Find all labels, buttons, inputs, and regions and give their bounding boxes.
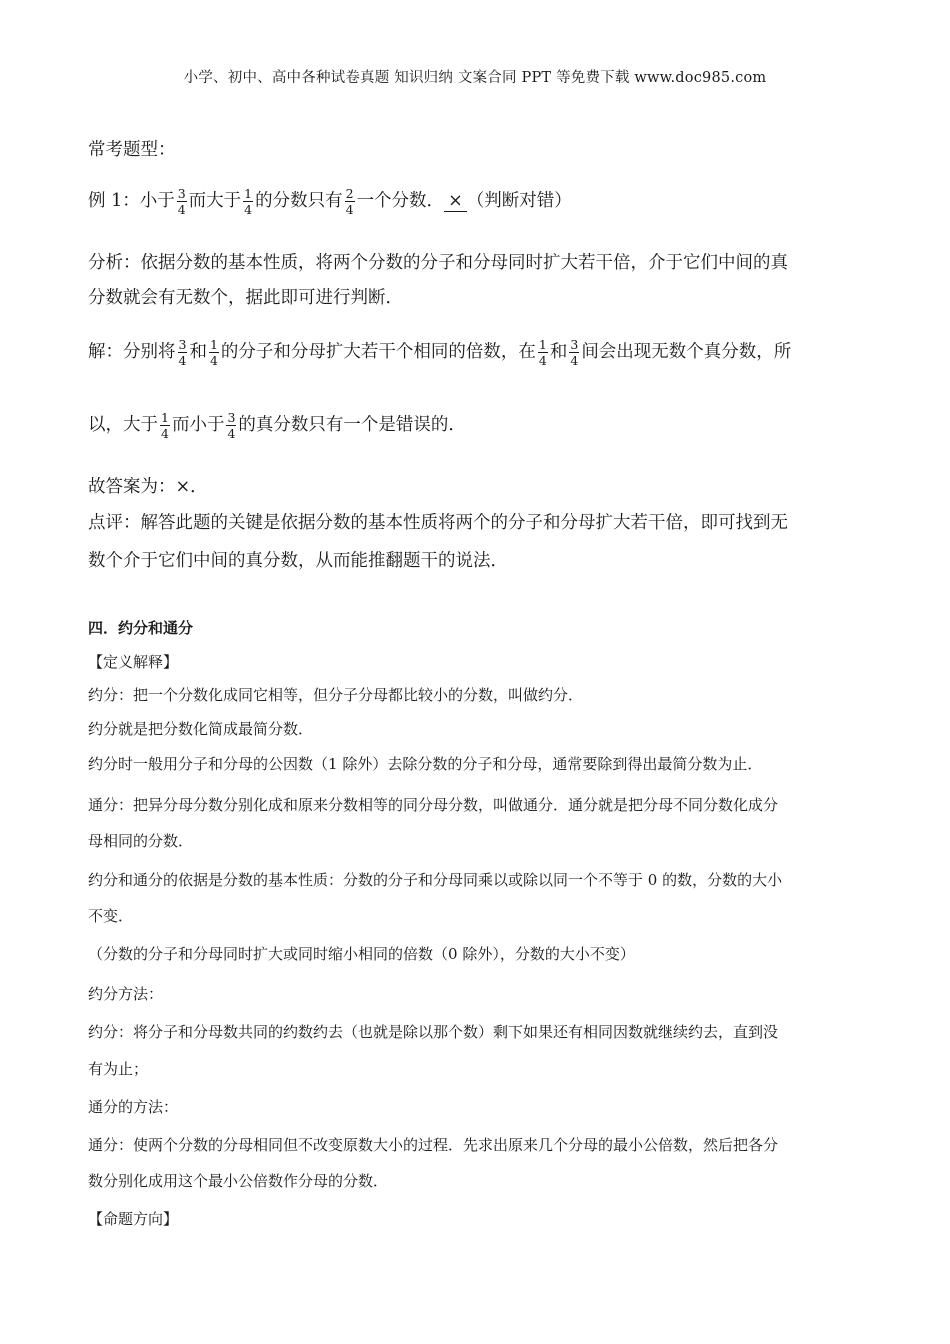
definition-line: 约分：把一个分数化成同它相等，但分子分母都比较小的分数，叫做约分． [88, 686, 584, 704]
fraction: $\frac{1}{4}$ [538, 337, 547, 368]
fraction: $\frac{3}{4}$ [570, 337, 579, 368]
definition-line: 通分：把异分母分数分别化成和原来分数相等的同分母分数，叫做通分．通分就是把分母不同分数化成分 [88, 796, 779, 814]
fraction: $\frac{3}{4}$ [178, 337, 187, 368]
answer-blank: × [444, 191, 467, 212]
definition-line: 通分：使两个分数的分母相同但不改变原数大小的过程．先求出原来几个分母的最小公倍数，然后把各分 [88, 1136, 779, 1154]
analysis-line-2: 分数就会有无数个，据此即可进行判断． [88, 288, 403, 308]
comment-line-1: 点评：解答此题的关键是依据分数的基本性质将两个的分子和分母扩大若干倍，即可找到无 [88, 513, 788, 533]
definition-line: 通分的方法： [88, 1098, 179, 1116]
definition-line: 母相同的分数． [88, 832, 194, 850]
fraction: $\frac{1}{4}$ [161, 410, 169, 441]
solution-line-1: 解：分别将 $\frac{3}{4}$ 和 $\frac{1}{4}$ 的分子和分母扩大若干个相同的倍数，在 $\frac{1}{4}$ 和 $\frac{3}{4}$ 间会出现无数个真分数，所 [88, 337, 792, 368]
comment-line-2: 数个介于它们中间的真分数，从而能推翻题干的说法． [88, 551, 508, 571]
definition-header: 【定义解释】 [88, 653, 179, 671]
definition-line: 数分别化成用这个最小公倍数作分母的分数． [88, 1172, 389, 1190]
definition-line: （分数的分子和分母同时扩大或同时缩小相同的倍数（0 除外），分数的大小不变） [88, 945, 635, 963]
example-label: 例 1：小于 [88, 191, 175, 211]
solution-line-2: 以，大于 $\frac{1}{4}$ 而小于 $\frac{3}{4}$ 的真分数只有一个是错误的． [88, 410, 466, 441]
definition-line: 不变． [88, 907, 134, 925]
answer-line: 故答案为：×． [88, 477, 208, 497]
direction-header: 【命题方向】 [88, 1210, 179, 1228]
fraction: $\frac{2}{4}$ [345, 186, 354, 217]
analysis-line-1: 分析：依据分数的基本性质，将两个分数的分子和分母同时扩大若干倍，介于它们中间的真 [88, 253, 788, 273]
definition-line: 约分和通分的依据是分数的基本性质：分数的分子和分母同乘以或除以同一个不等于 0 的数，分数的大小 [88, 871, 783, 889]
section-title: 四．约分和通分 [88, 619, 194, 637]
fraction: $\frac{3}{4}$ [177, 186, 186, 217]
example-1: 例 1：小于 $\frac{3}{4}$ 而大于 $\frac{1}{4}$ 的分数只有 $\frac{2}{4}$ 一个分数． × （判断对错） [88, 186, 572, 217]
page-header: 小学、初中、高中各种试卷真题 知识归纳 文案合同 PPT 等免费下载 www.doc985.com [183, 70, 767, 86]
example-suffix: （判断对错） [466, 191, 572, 211]
common-types-label: 常考题型： [88, 140, 176, 160]
definition-line: 约分方法： [88, 985, 164, 1003]
fraction: $\frac{3}{4}$ [227, 410, 236, 441]
definition-line: 有为止； [88, 1060, 149, 1078]
fraction: $\frac{1}{4}$ [244, 186, 253, 217]
fraction: $\frac{1}{4}$ [209, 337, 218, 368]
definition-line: 约分：将分子和分母数共同的约数约去（也就是除以那个数）剩下如果还有相同因数就继续约去，直到没 [88, 1023, 779, 1041]
definition-line: 约分时一般用分子和分母的公因数（1 除外）去除分数的分子和分母，通常要除到得出最简分数为止． [88, 755, 763, 773]
definition-line: 约分就是把分数化简成最简分数． [88, 720, 314, 738]
